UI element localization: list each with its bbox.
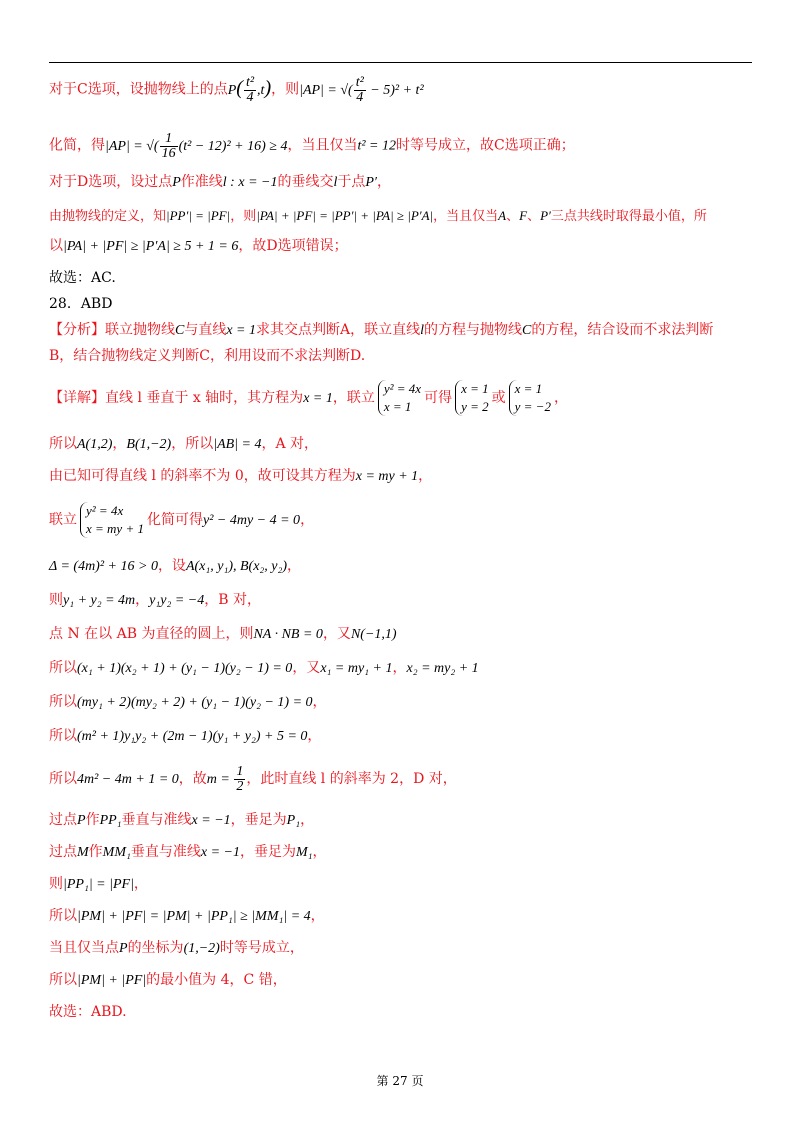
system-2: x = 1 y = 2 (455, 380, 489, 416)
system-1: y² = 4x x = 1 (378, 380, 421, 416)
line-equality-condition: 当且仅当点P的坐标为(1,−2)时等号成立， (49, 940, 304, 956)
line-min-value: 所以|PM| + |PF|的最小值为 4，C 错， (49, 972, 287, 988)
line-sum-inequality: 所以|PM| + |PF| = |PM| + |PP₁| ≥ |MM₁| = 4， (49, 908, 325, 924)
system-4: y² = 4x x = my + 1 (80, 502, 144, 538)
math-ap-distance: |AP| = √( $\frac{\text{t²}}{4}$ − 5)² + t² (299, 75, 424, 105)
math-point-p: P( $\frac{\text{t²}}{4}$ ,t) (227, 75, 272, 105)
line-joint-system: 联立 y² = 4x x = my + 1 化简可得y² − 4my − 4 = 0， (49, 503, 315, 536)
line-perp-m: 过点M作MM₁垂直与准线x = −1，垂足为M₁， (49, 844, 327, 860)
line-points-ab: 所以A(1,2)，B(1,−2)，所以|AB| = 4，A 对， (49, 436, 319, 452)
line-slope: 由已知可得直线 l 的斜率不为 0，故可设其方程为x = my + 1， (49, 468, 433, 484)
system-3: x = 1 y = −2 (509, 380, 551, 416)
line-dot-product: 所以(x₁ + 1)(x₂ + 1) + (y₁ − 1)(y₂ − 1) = 0，又x₁ = my₁ + 1，x₂ = my₂ + 1 (49, 660, 479, 676)
line-q28-heading: 28．ABD (49, 296, 113, 312)
line-discriminant: Δ = (4m)² + 16 > 0，设A(x₁, y₁), B(x₂, y₂)， (49, 558, 302, 574)
line-point-n: 点 N 在以 AB 为直径的圆上，则NA · NB = 0，又N(−1,1) (49, 626, 397, 642)
line-pp1-equal: 则|PP₁| = |PF|， (49, 876, 148, 892)
line-answer-27: 故选：AC. (49, 270, 116, 286)
line-detail-vertical: 【详解】直线 l 垂直于 x 轴时，其方程为x = 1，联立 y² = 4x x = 1 可得 x = 1 y = 2 或 x = 1 y = −2 ， (49, 381, 568, 414)
line-d-option-setup: 对于D选项，设过点P作准线l : x = −1的垂线交l于点P′， (49, 174, 391, 190)
line-answer-28: 故选：ABD. (49, 1004, 127, 1020)
page-number: 第 27 页 (376, 1074, 424, 1088)
line-substitute: 所以(my₁ + 2)(my₂ + 2) + (y₁ − 1)(y₂ − 1) = 0， (49, 694, 327, 710)
line-c-option-setup: 对于C选项，设抛物线上的点P( $\frac{\text{t²}}{4}$ ,t)，则|AP| = √( $\frac{\text{t²}}{4}$ − 5)² + t² (49, 75, 424, 105)
line-solve-m: 所以4m² − 4m + 1 = 0，故m = $\frac{1}{2}$ ，此时直线 l 的斜率为 2，D 对， (49, 764, 457, 795)
line-expand: 所以(m² + 1)y₁y₂ + (2m − 1)(y₁ + y₂) + 5 = 0， (49, 728, 322, 744)
line-analysis: 【分析】联立抛物线C与直线x = 1求其交点判断A，联立直线l的方程与抛物线C的方程，结合设而不求法判断 (49, 322, 714, 338)
line-analysis-cont: B，结合抛物线定义判断C，利用设而不求法判断D. (49, 348, 366, 364)
line-parabola-definition: 由抛物线的定义，知|PP′| = |PF|，则|PA| + |PF| = |PP′| + |PA| ≥ |P′A|，当且仅当A、F、P′三点共线时取得最小值，所 (49, 208, 707, 224)
header-rule (49, 62, 752, 63)
math-ap-simplified: |AP| = √( $\frac{1}{16}$ (t² − 12)² + 16) ≥ 4 (105, 131, 288, 161)
line-d-conclusion: 以|PA| + |PF| ≥ |P′A| ≥ 5 + 1 = 6，故D选项错误； (49, 238, 348, 254)
line-simplify: 化简，得|AP| = √( $\frac{1}{16}$ (t² − 12)² + 16) ≥ 4，当且仅当t² = 12时等号成立，故C选项正确； (49, 131, 575, 161)
line-vieta: 则y₁ + y₂ = 4m，y₁y₂ = −4，B 对， (49, 592, 261, 608)
line-perp-p: 过点P作PP₁垂直与准线x = −1，垂足为P₁， (49, 812, 315, 828)
